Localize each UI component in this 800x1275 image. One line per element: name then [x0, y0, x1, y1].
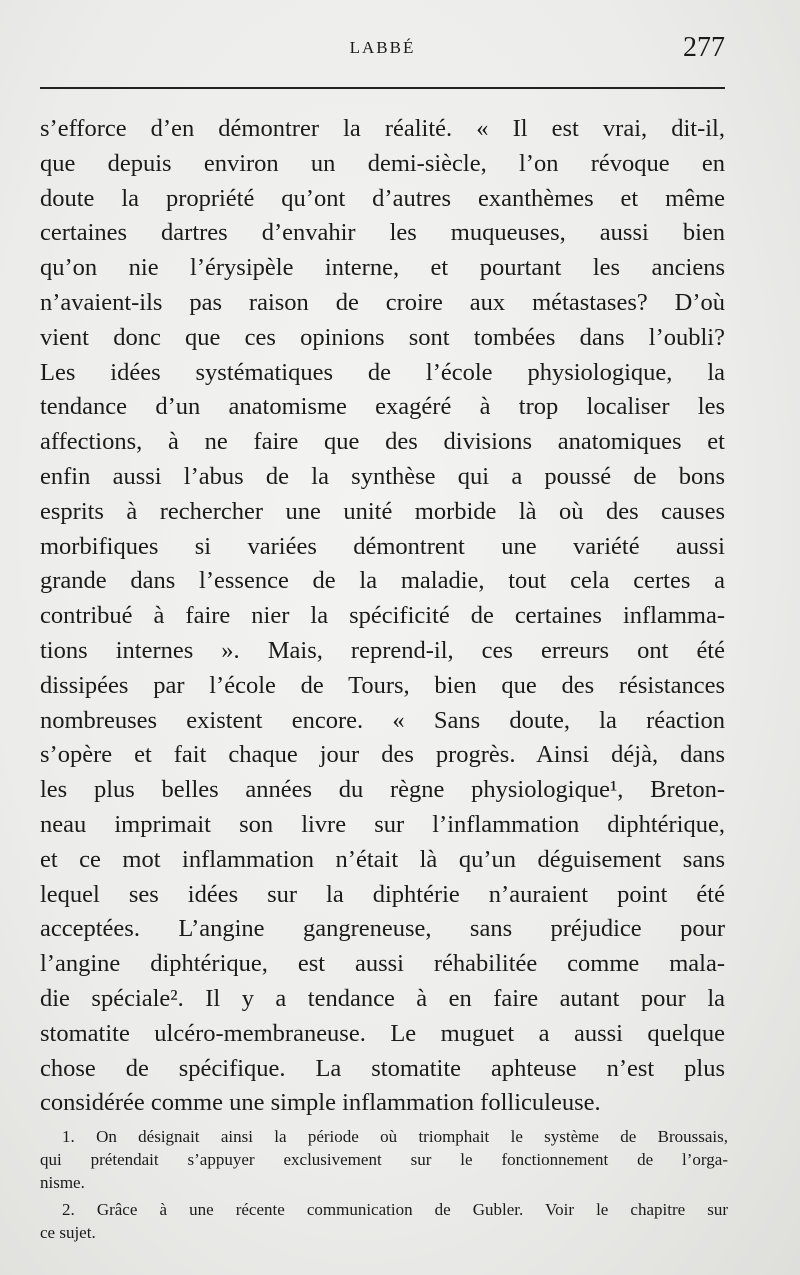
- text-line: s’efforce d’en démontrer la réalité. « Il est vrai, dit-il,: [40, 115, 725, 142]
- text-line: qu’on nie l’érysipèle interne, et pourtant les anciens: [40, 254, 725, 282]
- text-line: s’opère et fait chaque jour des progrès. Ainsi déjà, dans: [40, 741, 725, 769]
- text-line: grande dans l’essence de la maladie, tout cela certes a: [40, 567, 725, 595]
- text-line: esprits à rechercher une unité morbide là où des causes: [40, 497, 725, 525]
- text-line: considérée comme une simple inflammation folliculeuse.: [40, 1089, 601, 1117]
- footnote-2-line: ce sujet.: [40, 1223, 96, 1242]
- text-line: die spéciale². Il y a tendance à en faire autant pour la: [40, 984, 725, 1012]
- text-line: Les idées systématiques de l’école physiologique, la: [40, 358, 725, 386]
- text-line: tendance d’un anatomisme exagéré à trop localiser les: [40, 393, 725, 421]
- header-rule: [40, 87, 725, 89]
- text-line: certaines dartres d’envahir les muqueuses, aussi bien: [40, 219, 725, 247]
- text-line: nombreuses existent encore. « Sans doute, la réaction: [40, 706, 725, 734]
- text-line: et ce mot inflammation n’était là qu’un déguisement sans: [40, 845, 725, 873]
- text-line: les plus belles années du règne physiologique¹, Breton-: [40, 776, 725, 804]
- footnote-1-line: qui prétendait s’appuyer exclusivement sur le fonctionnement de l’orga-: [40, 1150, 728, 1169]
- text-line: que depuis environ un demi-siècle, l’on révoque en: [40, 149, 725, 177]
- text-line: affections, à ne faire que des divisions anatomiques et: [40, 428, 725, 456]
- running-head: LABBÉ: [349, 38, 416, 57]
- page-number: 277: [683, 32, 725, 63]
- footnote-2-line: 2. Grâce à une récente communication de Gubler. Voir le chapitre sur: [62, 1200, 728, 1219]
- text-line: dissipées par l’école de Tours, bien que des résistances: [40, 671, 725, 699]
- footnotes: [40, 1125, 728, 1244]
- text-line: morbifiques si variées démontrent une variété aussi: [40, 532, 725, 560]
- text-line: chose de spécifique. La stomatite aphteuse n’est plus: [40, 1054, 725, 1082]
- text-line: tions internes ». Mais, reprend-il, ces erreurs ont été: [40, 636, 725, 664]
- text-line: neau imprimait son livre sur l’inflammation diphtérique,: [40, 810, 725, 838]
- text-line: contribué à faire nier la spécificité de certaines inflamma-: [40, 602, 725, 630]
- page-header: [40, 30, 725, 70]
- text-line: stomatite ulcéro-membraneuse. Le muguet a aussi quelque: [40, 1019, 725, 1047]
- footnote-1-line: nisme.: [40, 1173, 85, 1192]
- body-text: [40, 112, 725, 1121]
- text-line: doute la propriété qu’ont d’autres exanthèmes et même: [40, 184, 725, 212]
- text-line: l’angine diphtérique, est aussi réhabilitée comme mala-: [40, 950, 725, 978]
- text-line: lequel ses idées sur la diphtérie n’auraient point été: [40, 880, 725, 908]
- text-line: enfin aussi l’abus de la synthèse qui a poussé de bons: [40, 462, 725, 490]
- footnote-1-line: 1. On désignait ainsi la période où triomphait le système de Broussais,: [62, 1127, 728, 1146]
- text-line: vient donc que ces opinions sont tombées dans l’oubli?: [40, 323, 725, 351]
- text-line: acceptées. L’angine gangreneuse, sans préjudice pour: [40, 915, 725, 943]
- text-line: n’avaient-ils pas raison de croire aux métastases? D’où: [40, 288, 725, 316]
